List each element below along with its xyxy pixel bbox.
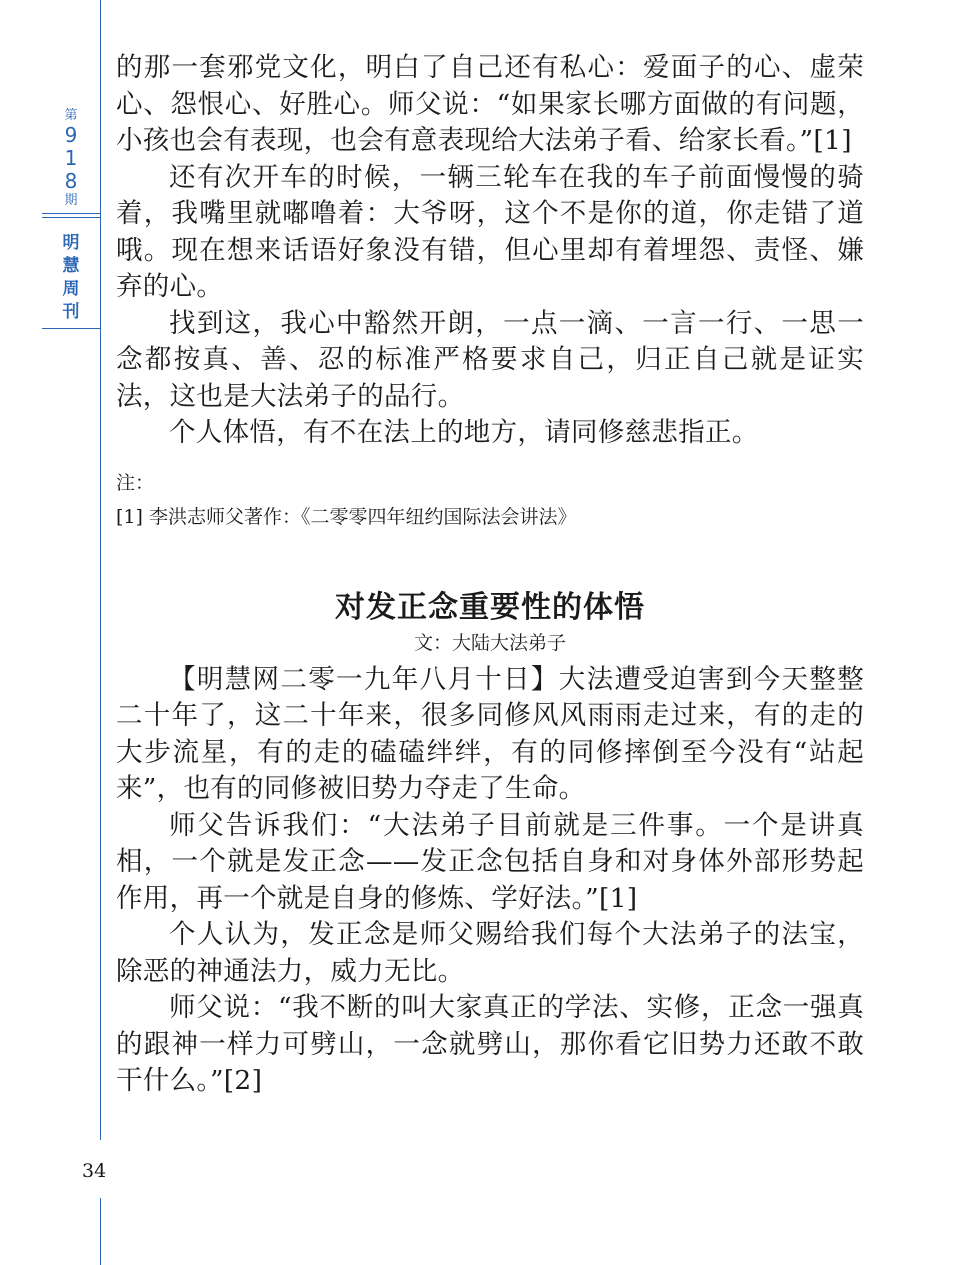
issue-suffix: 期 [64,193,78,208]
issue-digit: 1 [64,146,78,170]
magazine-char: 周 [62,279,80,299]
magazine-name [42,232,100,324]
note-item: [1] 李洪志师父著作：《二零零四年纽约国际法会讲法》 [116,505,577,528]
issue-digit: 8 [64,169,78,193]
issue-digit: 9 [64,123,78,147]
paragraph: 找到这，我心中豁然开朗，一点一滴、一言一行、一思一念都按真、善、忍的标准严格要求自己，归正自己就是证实法，这也是大法弟子的品行。 [116,307,864,412]
paragraph: 师父说：“我不断的叫大家真正的学法、实修，正念一强真的跟神一样力可劈山，一念就劈山，那你看它旧势力还敢不敢干什么。”[2] [116,992,864,1096]
paragraph: 个人认为，发正念是师父赐给我们每个大法弟子的法宝，除恶的神通法力，威力无比。 [116,919,864,987]
magazine-char: 慧 [62,256,80,276]
paragraph: 【明慧网二零一九年八月十日】大法遭受迫害到今天整整二十年了，这二十年来，很多同修风风雨雨走过来，有的走的大步流星，有的走的磕磕绊绊，有的同修摔倒至今没有“站起来”，也有的同修被旧势力夺走了生命。 [116,663,864,804]
paragraph: 个人体悟，有不在法上的地方，请同修慈悲指正。 [169,417,759,448]
margin-rule [100,0,101,1265]
article-author: 文：大陆大法弟子 [413,631,566,654]
page-content [116,50,864,1100]
notes-label: 注： [116,471,155,494]
paragraph: 师父告诉我们：“大法弟子目前就是三件事。一个是讲真相，一个就是发正念——发正念包括自身和对身体外部形势起作用，再一个就是自身的修炼、学好法。”[1] [116,809,864,914]
magazine-char: 刊 [62,302,80,322]
sidebar-divider [42,213,100,214]
sidebar-divider [42,328,100,329]
issue-prefix: 第 [64,108,78,123]
sidebar-divider [42,217,100,218]
paragraph: 的那一套邪党文化，明白了自己还有私心：爱面子的心、虚荣心、怨恨心、好胜心。师父说：“如果家长哪方面做的有问题，小孩也会有表现，也会有意表现给大法弟子看、给家长看。”[1] [116,52,864,156]
paragraph: 还有次开车的时候，一辆三轮车在我的车子前面慢慢的骑着，我嘴里就嘟噜着：大爷呀，这个不是你的道，你走错了道哦。现在想来话语好象没有错，但心里却有着埋怨、责怪、嫌弃的心。 [116,161,864,302]
magazine-char: 明 [62,233,80,253]
page-number: 34 [82,1160,107,1182]
article-title: 对发正念重要性的体悟 [335,589,645,625]
issue-sidebar [42,108,100,329]
